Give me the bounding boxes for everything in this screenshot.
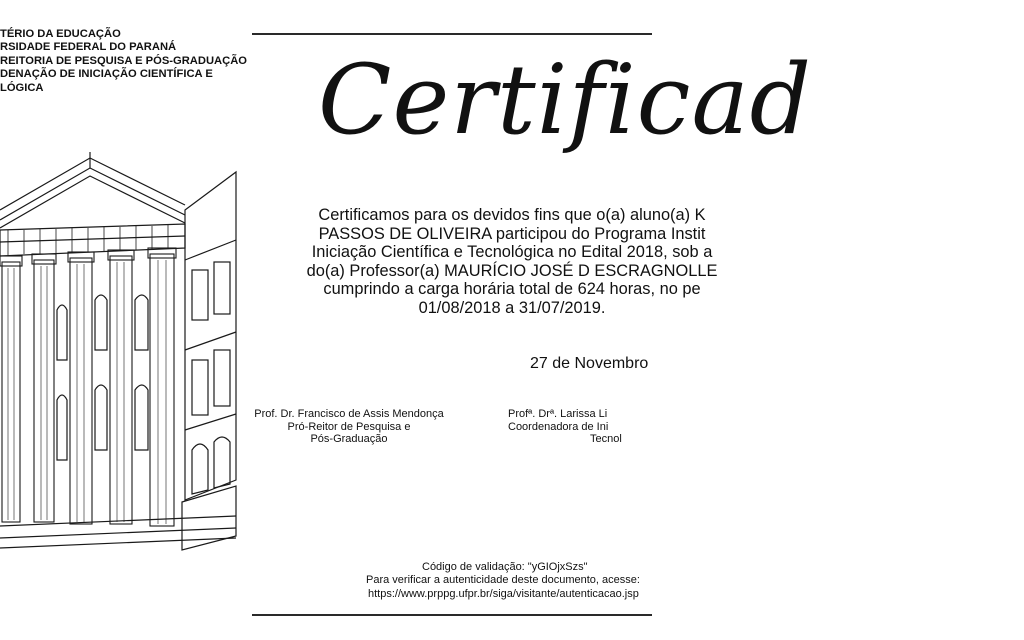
signatory-role: Coordenadora de Ini [508, 420, 609, 433]
signatory-name: Profª. Drª. Larissa Li [508, 408, 608, 420]
signature-block-right [508, 408, 708, 446]
bottom-rule [252, 614, 652, 616]
signatory-name: Prof. Dr. Francisco de Assis Mendonça [254, 408, 444, 420]
header-line: DENAÇÃO DE INICIAÇÃO CIENTÍFICA E [0, 68, 213, 81]
signatory-role: Pós-Graduação [310, 433, 388, 446]
body-line: PASSOS DE OLIVEIRA participou do Programa Instit [318, 224, 706, 243]
certificate-body [0, 206, 1024, 318]
body-line: cumprindo a carga horária total de 624 horas, no pe [323, 280, 701, 299]
issue-date: 27 de Novembro [530, 355, 649, 372]
header-line: RSIDADE FEDERAL DO PARANÁ [0, 41, 177, 54]
body-line: 01/08/2018 a 31/07/2019. [418, 298, 606, 317]
verify-instruction: Para verificar a autenticidade deste documento, acesse: [366, 574, 640, 587]
certificate-title: Certificad [318, 44, 813, 156]
body-line: Iniciação Científica e Tecnológica no Edital 2018, sob a [311, 243, 713, 262]
institution-header [0, 28, 247, 95]
body-line: do(a) Professor(a) MAURÍCIO JOSÉ D ESCRAGNOLLE [306, 261, 718, 280]
signature-block-left [251, 408, 447, 446]
verify-url[interactable]: https://www.prppg.ufpr.br/siga/visitante/autenticacao.jsp [368, 587, 639, 600]
header-line: REITORIA DE PESQUISA E PÓS-GRADUAÇÃO [0, 54, 247, 67]
signatory-role: Pró-Reitor de Pesquisa e [287, 420, 411, 433]
validation-code: Código de validação: "yGIOjxSzs" [422, 561, 588, 573]
header-line: LÓGICA [0, 81, 44, 94]
body-line: Certificamos para os devidos fins que o(a) aluno(a) K [318, 206, 706, 224]
signatory-role: Tecnol [590, 433, 622, 446]
header-line: TÉRIO DA EDUCAÇÃO [0, 28, 121, 40]
top-rule [252, 33, 652, 35]
validation-block [362, 561, 640, 601]
